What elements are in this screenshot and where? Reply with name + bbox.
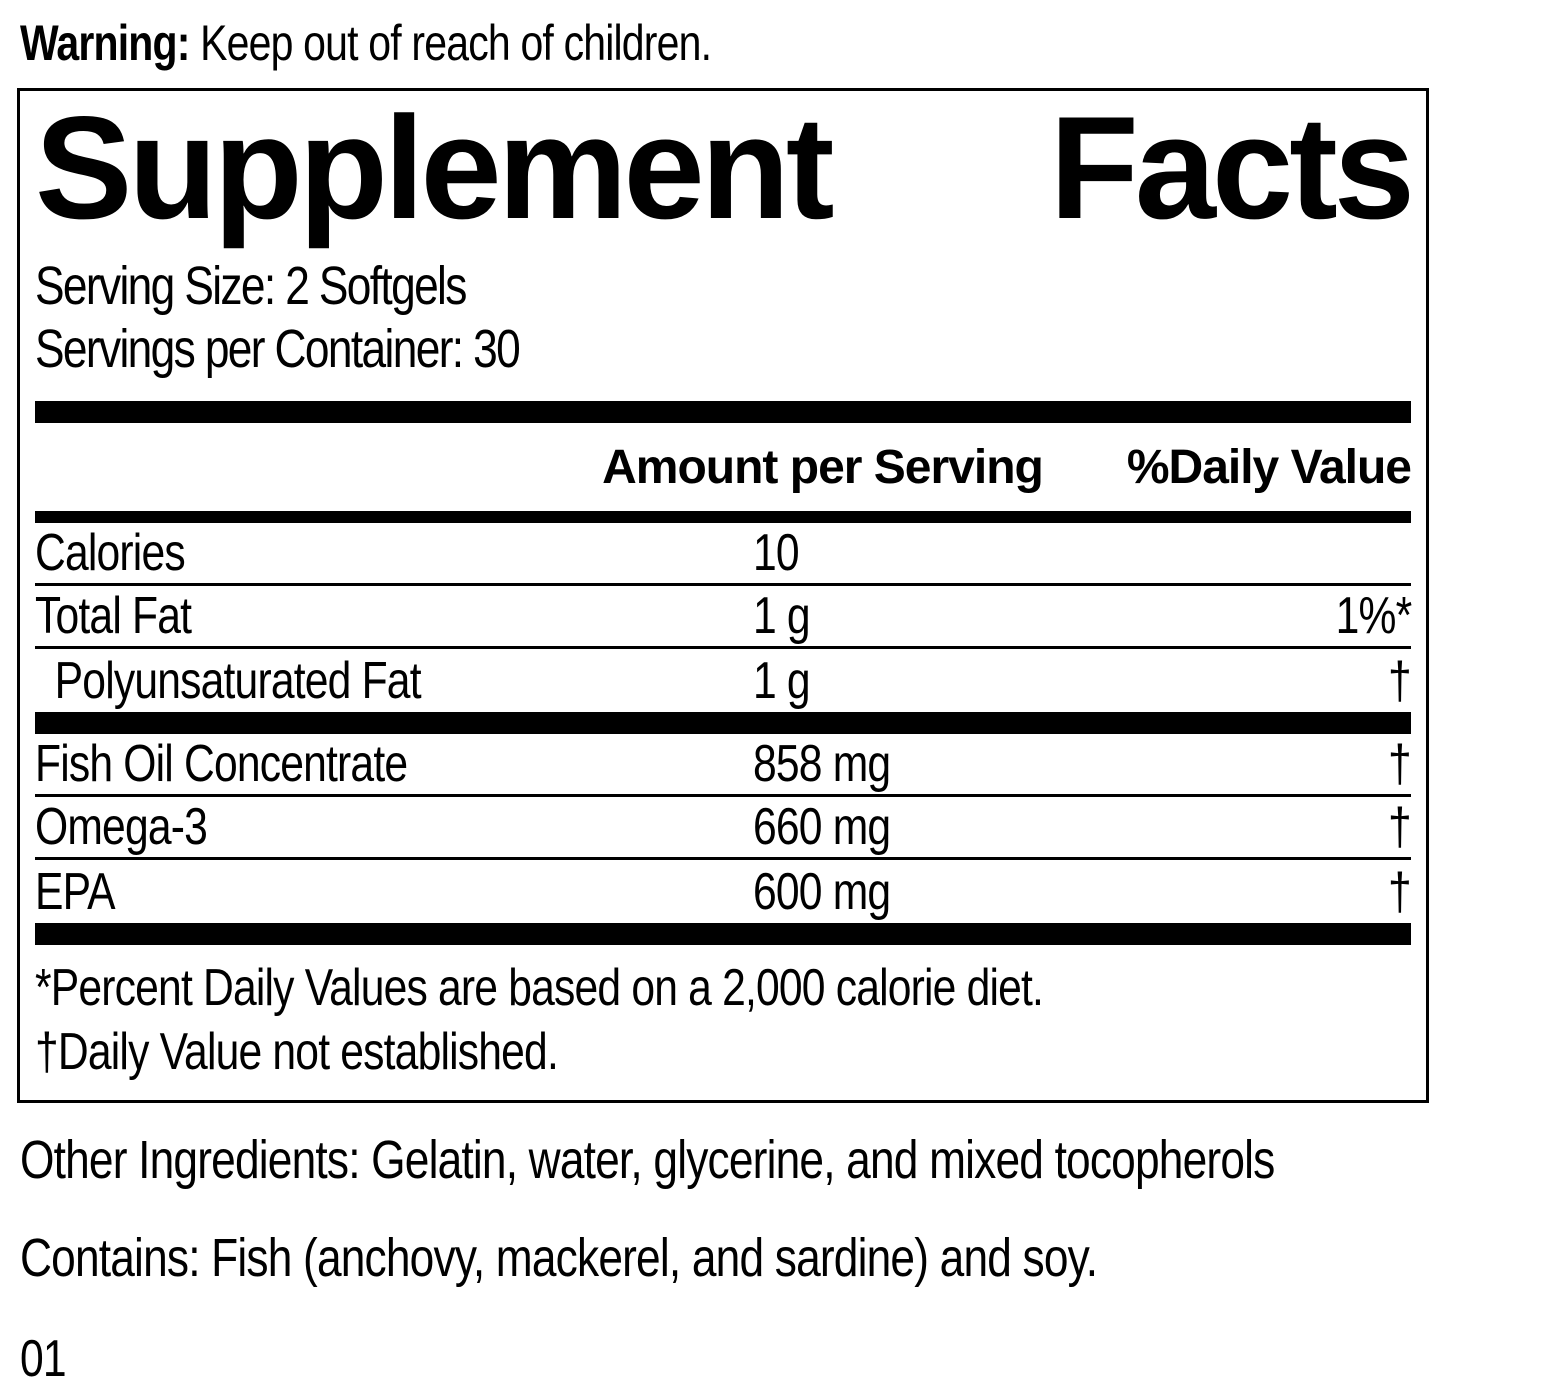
divider-bar-thick	[35, 712, 1411, 734]
servings-per-container: Servings per Container: 30	[35, 319, 520, 380]
nutrient-name: Polyunsaturated Fat	[54, 651, 421, 710]
title-facts: Facts	[1049, 86, 1411, 249]
serving-info	[35, 255, 1411, 381]
nutrient-amount: 660 mg	[753, 798, 891, 857]
nutrient-row-calories	[35, 523, 1411, 586]
other-ingredients: Other Ingredients: Gelatin, water, glycerine, and mixed tocopherols	[20, 1130, 1275, 1191]
nutrient-row-polyunsaturated-fat	[35, 649, 1411, 712]
nutrient-dv: 1%*	[1335, 587, 1411, 646]
panel-title	[35, 86, 1411, 249]
nutrient-name: Total Fat	[35, 587, 192, 646]
table-header	[35, 423, 1411, 511]
warning-text	[0, 0, 1445, 72]
nutrient-row-epa	[35, 860, 1411, 923]
nutrient-name: Fish Oil Concentrate	[35, 735, 408, 794]
footer-code: 01	[20, 1330, 66, 1389]
nutrient-amount: 10	[753, 524, 799, 583]
divider-bar-thick	[35, 401, 1411, 423]
nutrient-dv: †	[1388, 735, 1411, 794]
nutrient-name: Omega-3	[35, 798, 208, 857]
contains-statement: Contains: Fish (anchovy, mackerel, and sardine) and soy.	[20, 1228, 1098, 1289]
nutrient-amount: 858 mg	[753, 735, 891, 794]
nutrient-amount: 600 mg	[753, 862, 891, 921]
nutrient-row-fish-oil-concentrate	[35, 734, 1411, 797]
nutrient-amount: 1 g	[753, 651, 810, 710]
nutrient-row-omega-3	[35, 797, 1411, 860]
nutrient-row-total-fat	[35, 586, 1411, 649]
footnote-daily-value-not-established: †Daily Value not established.	[35, 1022, 558, 1081]
nutrient-dv: †	[1388, 798, 1411, 857]
nutrient-name: EPA	[35, 862, 115, 921]
warning-label: Warning:	[20, 15, 190, 71]
serving-size: Serving Size: 2 Softgels	[35, 256, 466, 316]
title-supplement: Supplement	[35, 86, 831, 249]
nutrient-dv: †	[1388, 651, 1411, 710]
nutrient-dv: †	[1388, 862, 1411, 921]
supplement-facts-panel	[17, 88, 1429, 1103]
nutrient-amount: 1 g	[753, 587, 810, 646]
divider-bar-medium	[35, 511, 1411, 523]
footnotes	[35, 945, 1411, 1100]
footnote-percent-daily-values: *Percent Daily Values are based on a 2,000 calorie diet.	[35, 959, 1044, 1018]
nutrient-name: Calories	[35, 524, 185, 583]
column-header-amount: Amount per Serving	[602, 440, 1043, 494]
warning-body: Keep out of reach of children.	[189, 15, 712, 71]
column-header-daily-value: %Daily Value	[1126, 440, 1411, 494]
divider-bar-thick	[35, 923, 1411, 945]
